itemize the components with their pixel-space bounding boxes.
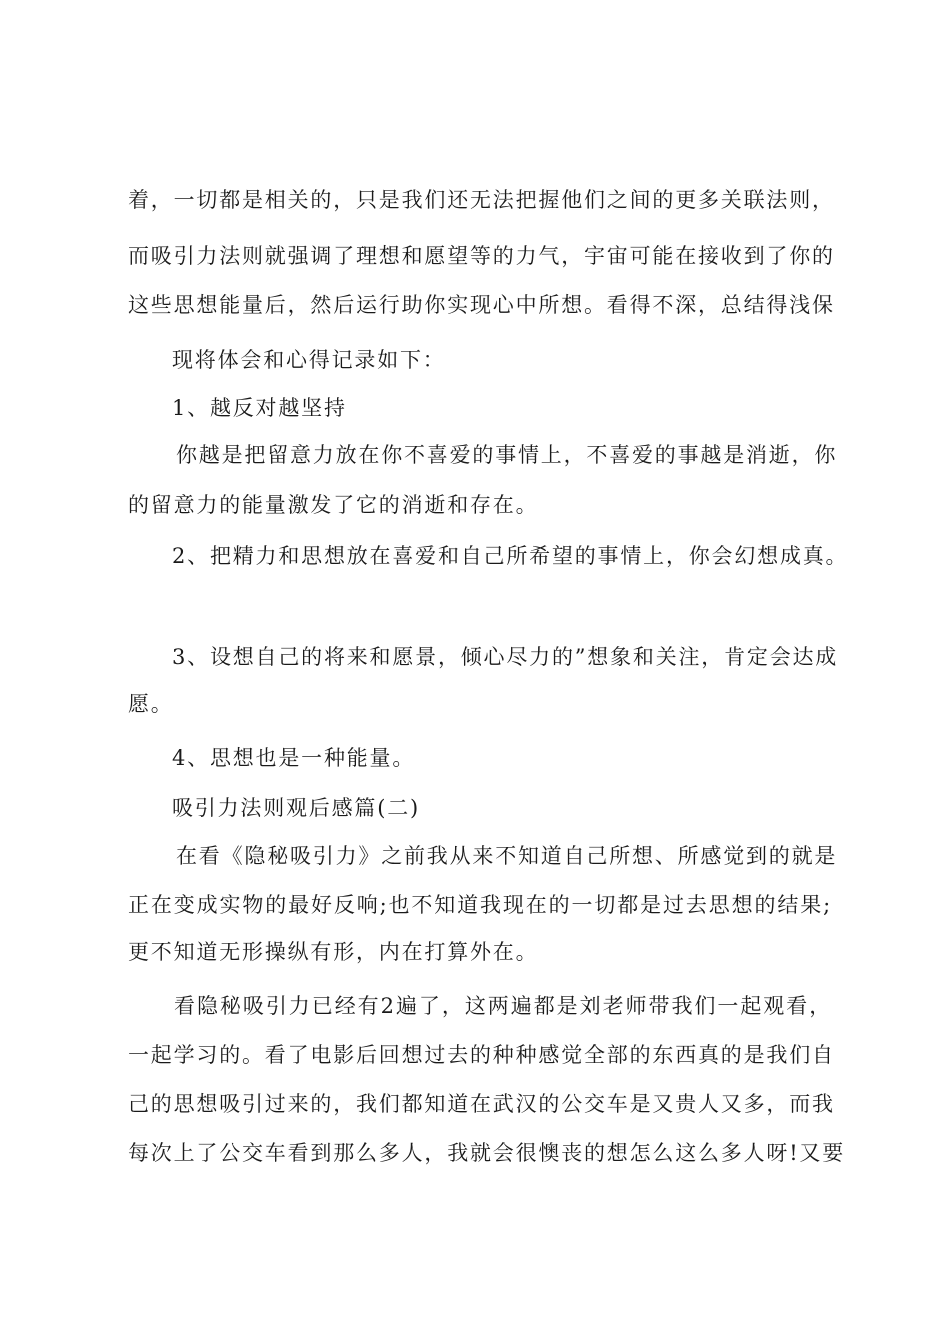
- text-line: 正在变成实物的最好反响;也不知道我现在的一切都是过去思想的结果;: [128, 893, 832, 917]
- text-line: 的留意力的能量激发了它的消逝和存在。: [128, 493, 539, 517]
- list-item: 3、设想自己的将来和愿景，倾心尽力的”想象和关注，肯定会达成: [172, 645, 839, 669]
- text-line: 愿。: [128, 692, 174, 716]
- list-item: 4、思想也是一种能量。: [172, 746, 416, 770]
- text-line: 在看《隐秘吸引力》之前我从来不知道自己所想、所感觉到的就是: [176, 844, 838, 868]
- text-line: 更不知道无形操纵有形，内在打算外在。: [128, 940, 539, 964]
- text-line: 着，一切都是相关的，只是我们还无法把握他们之间的更多关联法则，: [128, 188, 835, 212]
- text-line: 每次上了公交车看到那么多人，我就会很懊丧的想怎么这么多人呀!又要: [128, 1141, 846, 1165]
- text-line: 而吸引力法则就强调了理想和愿望等的力气，宇宙可能在接收到了你的: [128, 244, 835, 268]
- section-heading: 吸引力法则观后感篇(二): [172, 796, 420, 820]
- list-item-heading: 1、越反对越坚持: [172, 396, 347, 420]
- list-item: 2、把精力和思想放在喜爱和自己所希望的事情上，你会幻想成真。: [172, 544, 849, 568]
- text-line: 现将体会和心得记录如下：: [172, 348, 446, 372]
- text-line: 看隐秘吸引力已经有2遍了，这两遍都是刘老师带我们一起观看，: [174, 994, 832, 1018]
- text-line: 己的思想吸引过来的，我们都知道在武汉的公交车是又贵人又多，而我: [128, 1092, 835, 1116]
- text-line: 一起学习的。看了电影后回想过去的种种感觉全部的东西真的是我们自: [128, 1043, 835, 1067]
- text-line: 你越是把留意力放在你不喜爱的事情上，不喜爱的事越是消逝，你: [176, 443, 838, 467]
- text-line: 这些思想能量后，然后运行助你实现心中所想。看得不深，总结得浅保: [128, 293, 835, 317]
